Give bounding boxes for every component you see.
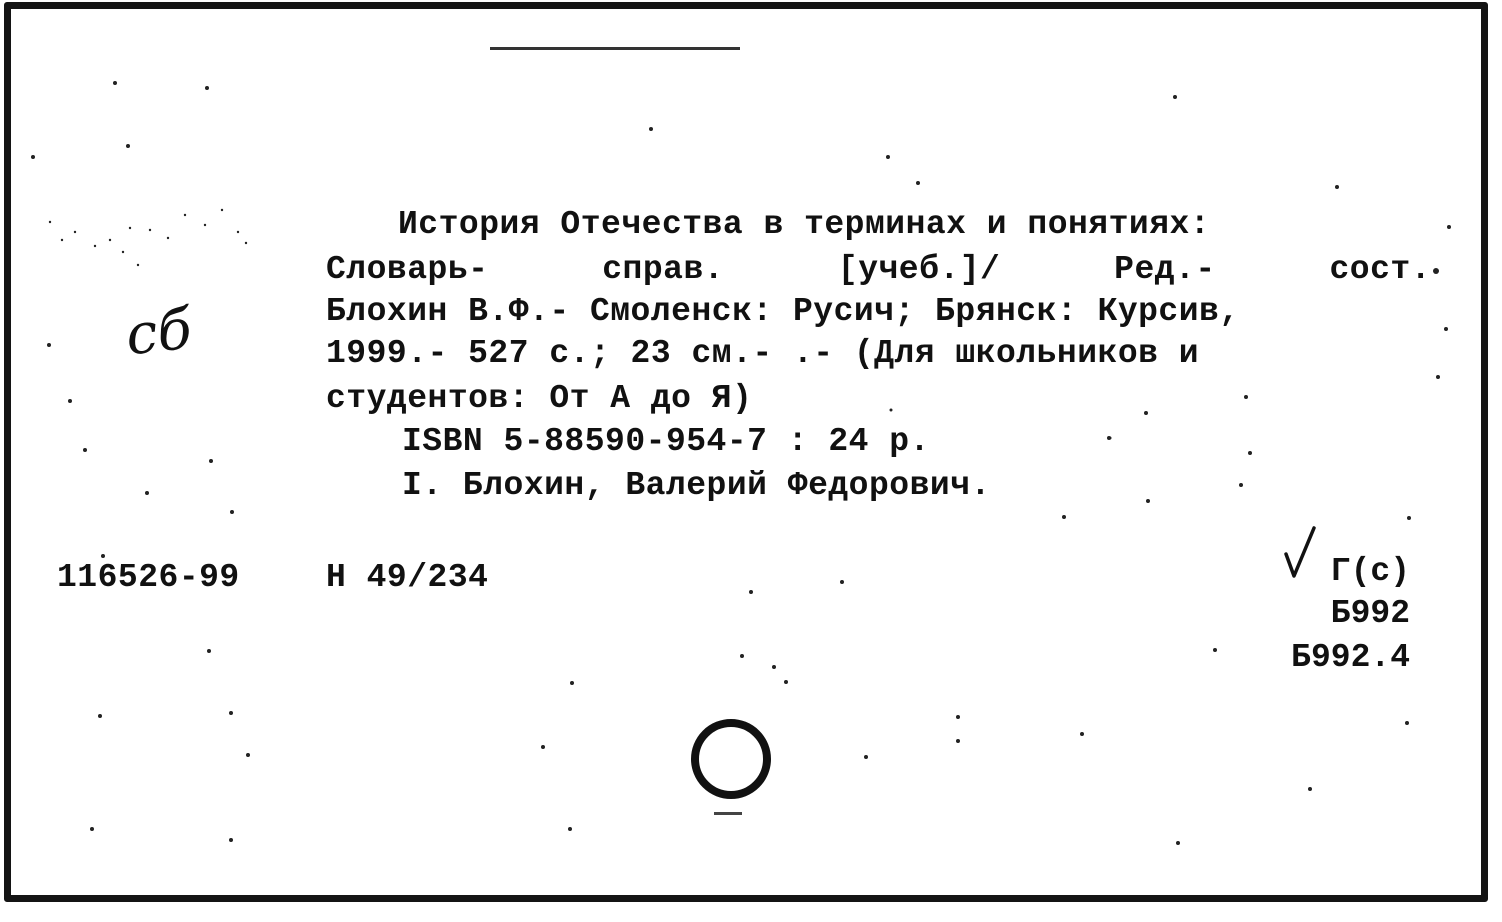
top-rule xyxy=(490,47,740,50)
punch-hole xyxy=(691,719,771,799)
isbn-line: ISBN 5-88590-954-7 : 24 р. xyxy=(402,423,930,460)
description-line-4: 1999.- 527 с.; 23 см.- .- (Для школьников и xyxy=(326,335,1200,372)
classification-line-1: Г(с) xyxy=(1330,553,1410,590)
inventory-number: 116526-99 xyxy=(57,559,240,596)
classification-line-2: Б992 xyxy=(1330,595,1410,632)
added-entry: I. Блохин, Валерий Федорович. xyxy=(402,467,991,504)
hole-underline xyxy=(714,812,742,815)
description-line-1: История Отечества в терминах и понятиях: xyxy=(398,206,1211,243)
description-line-2: Словарь- справ. [учеб.]/ Ред.- сост. xyxy=(326,251,1431,288)
handwritten-mark: сб xyxy=(122,296,195,369)
description-line-3: Блохин В.Ф.- Смоленск: Русич; Брянск: Курсив, xyxy=(326,293,1240,330)
shelf-code: Н 49/234 xyxy=(326,559,489,596)
description-line-5: студентов: От А до Я) xyxy=(326,380,753,417)
classification-line-3: Б992.4 xyxy=(1291,639,1410,676)
